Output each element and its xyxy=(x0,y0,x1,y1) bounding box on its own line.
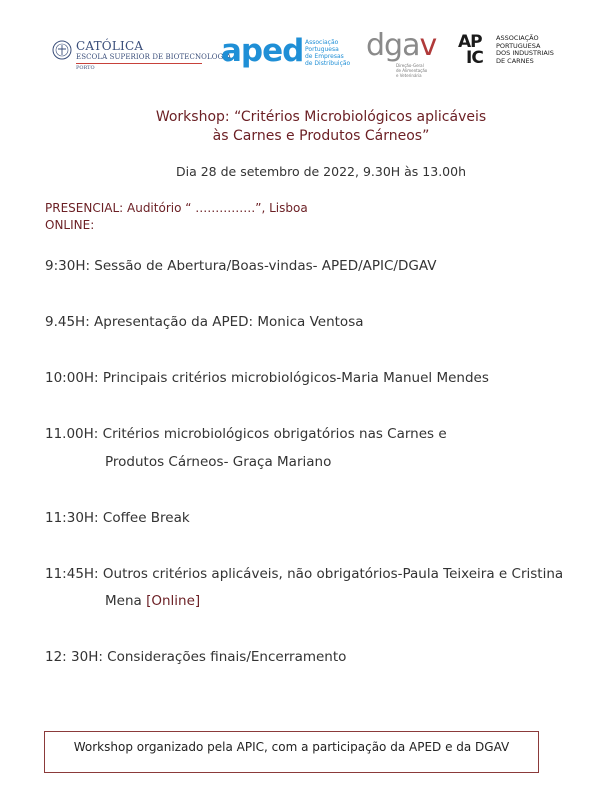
location-presencial: PRESENCIAL: Auditório “ ……………”, Lisboa xyxy=(45,201,308,215)
organizer-box xyxy=(44,731,539,773)
catolica-city: PORTO xyxy=(76,65,95,71)
apic-mark-ap: AP xyxy=(458,32,482,52)
agenda-item-coffee-break: 11:30H: Coffee Break xyxy=(45,510,190,526)
dgav-desc-line: de Alimentação xyxy=(396,68,428,73)
apic-mark-ic: IC xyxy=(466,48,483,68)
dgav-logo xyxy=(366,28,437,78)
aped-desc-line: de Empresas xyxy=(305,53,344,60)
aped-desc-line: de Distribuição xyxy=(305,60,351,67)
agenda-item-other-criteria-cont xyxy=(105,593,200,609)
apic-description xyxy=(496,35,554,65)
catolica-subtitle: ESCOLA SUPERIOR DE BIOTECNOLOGIA xyxy=(76,53,232,61)
aped-description xyxy=(305,39,357,67)
catolica-seal-icon xyxy=(52,40,72,60)
dgav-mark-dg: dg xyxy=(366,28,403,63)
aped-logo xyxy=(221,33,355,73)
location-online: ONLINE: xyxy=(45,218,95,232)
apic-desc-line: DE CARNES xyxy=(496,56,534,65)
apic-monogram xyxy=(458,34,492,68)
agenda-item-aped: 9.45H: Apresentação da APED: Monica Ventosa xyxy=(45,314,364,330)
catolica-divider xyxy=(76,63,202,64)
online-tag: [Online] xyxy=(146,593,201,609)
agenda-item-mandatory-cont: Produtos Cárneos- Graça Mariano xyxy=(105,454,332,470)
agenda-item-closing: 12: 30H: Considerações finais/Encerramento xyxy=(45,649,347,665)
agenda-item-other-criteria: 11:45H: Outros critérios aplicáveis, não obrigatórios-Paula Teixeira e Cristina xyxy=(45,566,564,582)
catolica-name: CATÓLICA xyxy=(76,39,144,53)
workshop-title-line-1: Workshop: “Critérios Microbiológicos aplicáveis xyxy=(155,109,487,125)
apic-logo xyxy=(458,34,558,70)
apic-desc-line: PORTUGUESA xyxy=(496,41,541,50)
aped-wordmark: aped xyxy=(221,33,304,69)
organizer-text: Workshop organizado pela APIC, com a participação da APED e da DGAV xyxy=(73,740,510,754)
dgav-wordmark xyxy=(366,28,436,63)
dgav-mark-a: a xyxy=(402,28,420,63)
aped-desc-line: Associação xyxy=(305,39,339,46)
apic-desc-line: DOS INDUSTRIAIS xyxy=(496,49,554,57)
dgav-desc-line: Direção-Geral xyxy=(396,63,424,68)
event-date: Dia 28 de setembro de 2022, 9.30H às 13.00h xyxy=(175,164,466,179)
speaker-name: Mena xyxy=(105,593,147,609)
agenda-item-opening: 9:30H: Sessão de Abertura/Boas-vindas- APED/APIC/DGAV xyxy=(45,258,437,274)
apic-desc-line: ASSOCIAÇÃO xyxy=(496,34,539,42)
dgav-mark-v: v xyxy=(419,28,437,63)
catolica-logo xyxy=(52,39,232,76)
dgav-description xyxy=(396,63,427,78)
dgav-desc-line: e Veterinária xyxy=(396,73,422,78)
agenda-item-mandatory: 11.00H: Critérios microbiológicos obrigatórios nas Carnes e xyxy=(45,426,447,442)
aped-desc-line: Portuguesa xyxy=(305,46,339,53)
agenda-item-criteria: 10:00H: Principais critérios microbiológicos-Maria Manuel Mendes xyxy=(45,370,489,386)
workshop-title-line-2: às Carnes e Produtos Cárneos” xyxy=(212,128,430,144)
